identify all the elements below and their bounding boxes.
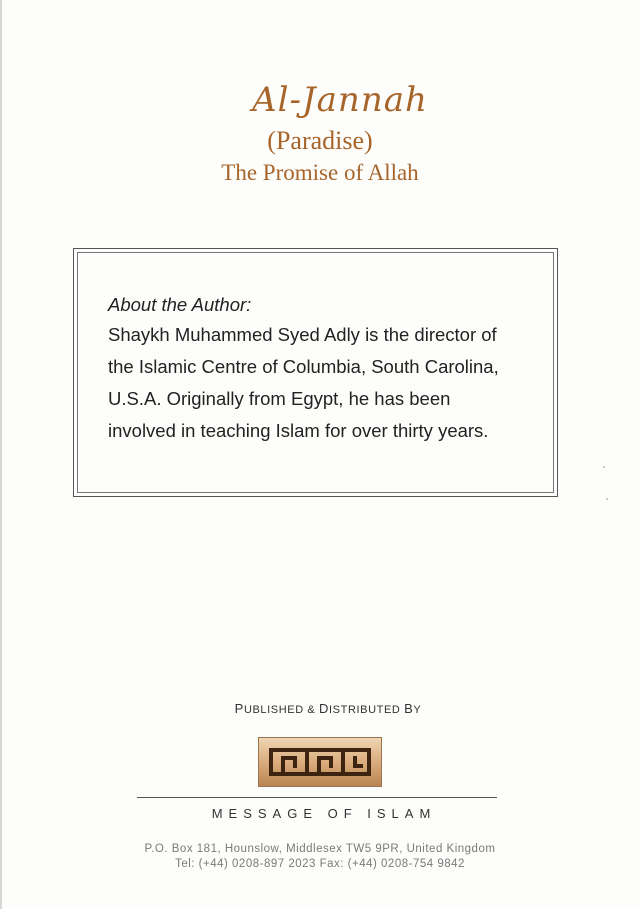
published-distributed-label bbox=[0, 701, 640, 716]
book-title: Al-Jannah bbox=[252, 80, 428, 120]
about-line: Shaykh Muhammed Syed Adly is the director of bbox=[108, 324, 497, 345]
book-subtitle: (Paradise) bbox=[267, 126, 373, 155]
title-block bbox=[0, 78, 640, 188]
address-line: P.O. Box 181, Hounslow, Middlesex TW5 9PR, United Kingdom bbox=[144, 843, 496, 855]
label-part: ISTRIBUTED bbox=[329, 704, 405, 716]
contact-line: Tel: (+44) 0208-897 2023 Fax: (+44) 0208-754 9842 bbox=[175, 858, 465, 870]
about-line: involved in teaching Islam for over thirty years. bbox=[108, 420, 489, 441]
label-initial-b: B bbox=[404, 701, 414, 716]
paper-speck bbox=[606, 498, 608, 500]
label-initial-p: P bbox=[234, 701, 244, 716]
publisher-address bbox=[0, 842, 640, 872]
logo-graphic bbox=[259, 738, 381, 786]
about-line: the Islamic Centre of Columbia, South Carolina, bbox=[108, 356, 499, 377]
about-author-text bbox=[108, 319, 548, 447]
book-tagline: The Promise of Allah bbox=[221, 160, 419, 185]
divider-rule bbox=[137, 797, 497, 798]
label-initial-d: D bbox=[319, 701, 330, 716]
about-author-box bbox=[73, 248, 558, 497]
about-author-inner-frame bbox=[77, 252, 554, 493]
label-part: Y bbox=[413, 704, 422, 716]
about-author-heading: About the Author: bbox=[108, 294, 252, 315]
publisher-name: MESSAGE OF ISLAM bbox=[211, 806, 437, 821]
kufic-islam-logo-icon bbox=[258, 737, 382, 787]
about-line: U.S.A. Originally from Egypt, he has been bbox=[108, 388, 451, 409]
label-part: UBLISHED & bbox=[243, 704, 320, 716]
paper-speck bbox=[603, 466, 605, 468]
